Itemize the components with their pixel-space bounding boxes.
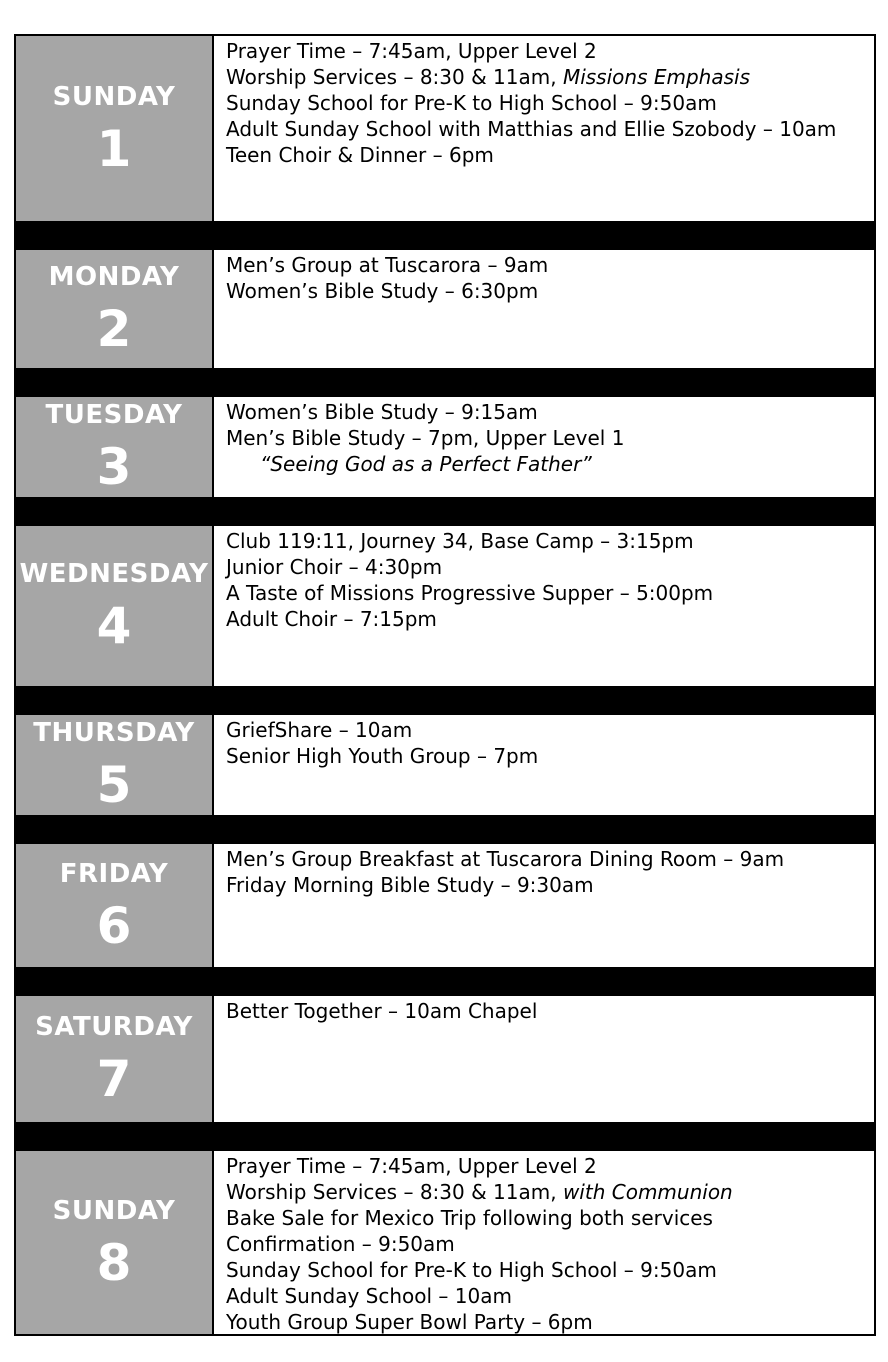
day-row-friday-6: [16, 844, 874, 967]
event-list: [214, 715, 874, 815]
event-line: Worship Services – 8:30 & 11am, with Communion: [226, 1180, 733, 1204]
day-number: 4: [96, 597, 132, 655]
event-list: [214, 1151, 874, 1334]
event-line: Prayer Time – 7:45am, Upper Level 2: [226, 1154, 597, 1178]
event-line: Senior High Youth Group – 7pm: [226, 744, 539, 768]
day-number: 5: [96, 756, 132, 814]
event-list: [214, 996, 874, 1122]
event-line: Sunday School for Pre-K to High School – 9:50am: [226, 1258, 717, 1282]
event-line: Women’s Bible Study – 9:15am: [226, 400, 538, 424]
event-line: Junior Choir – 4:30pm: [226, 555, 443, 579]
day-row-sunday-1: [16, 36, 874, 221]
event-line: Bake Sale for Mexico Trip following both services: [226, 1206, 713, 1230]
row-separator: [16, 686, 874, 715]
day-name: SUNDAY: [52, 1195, 176, 1226]
event-line: Confirmation – 9:50am: [226, 1232, 455, 1256]
day-name: FRIDAY: [59, 858, 169, 889]
event-list: [214, 397, 874, 497]
event-line: Better Together – 10am Chapel: [226, 999, 538, 1023]
day-name: SATURDAY: [35, 1012, 193, 1042]
event-line: Men’s Group at Tuscarora – 9am: [226, 253, 549, 277]
event-line: Men’s Group Breakfast at Tuscarora Dining Room – 9am: [226, 847, 785, 871]
day-label-cell: [16, 1151, 214, 1334]
row-separator: [16, 221, 874, 250]
day-label-cell: [16, 397, 214, 497]
event-line: Youth Group Super Bowl Party – 6pm: [226, 1310, 593, 1334]
row-separator: [16, 368, 874, 397]
day-row-sunday-8: [16, 1151, 874, 1334]
day-row-thursday-5: [16, 715, 874, 815]
event-line: Adult Choir – 7:15pm: [226, 607, 437, 631]
day-name: SUNDAY: [52, 81, 176, 112]
event-line: Women’s Bible Study – 6:30pm: [226, 279, 539, 303]
event-line: Teen Choir & Dinner – 6pm: [226, 143, 494, 167]
row-separator: [16, 967, 874, 996]
row-separator: [16, 1122, 874, 1151]
day-number: 7: [96, 1050, 132, 1108]
event-line: Adult Sunday School – 10am: [226, 1284, 512, 1308]
event-line: Adult Sunday School with Matthias and Ellie Szobody – 10am: [226, 117, 837, 141]
day-label-cell: [16, 526, 214, 686]
event-line: A Taste of Missions Progressive Supper – 5:00pm: [226, 581, 714, 605]
day-number: 2: [96, 300, 132, 358]
weekly-schedule: [14, 34, 876, 1336]
day-number: 3: [96, 438, 132, 496]
day-name: TUESDAY: [45, 400, 183, 430]
event-line-quote: “Seeing God as a Perfect Father”: [260, 452, 592, 476]
row-separator: [16, 815, 874, 844]
day-label-cell: [16, 250, 214, 368]
event-list: [214, 250, 874, 368]
event-line: Sunday School for Pre-K to High School – 9:50am: [226, 91, 717, 115]
day-label-cell: [16, 715, 214, 815]
event-line: Friday Morning Bible Study – 9:30am: [226, 873, 594, 897]
day-name: THURSDAY: [33, 718, 195, 748]
event-list: [214, 526, 874, 686]
event-list: [214, 844, 874, 967]
day-name: MONDAY: [48, 262, 180, 292]
day-name: WEDNESDAY: [19, 559, 209, 589]
day-label-cell: [16, 844, 214, 967]
day-row-saturday-7: [16, 996, 874, 1122]
day-label-cell: [16, 36, 214, 221]
event-line: Prayer Time – 7:45am, Upper Level 2: [226, 39, 597, 63]
row-separator: [16, 497, 874, 526]
day-row-monday-2: [16, 250, 874, 368]
day-label-cell: [16, 996, 214, 1122]
day-row-tuesday-3: [16, 397, 874, 497]
day-number: 1: [96, 119, 132, 178]
day-row-wednesday-4: [16, 526, 874, 686]
event-list: [214, 36, 874, 221]
event-line: GriefShare – 10am: [226, 718, 413, 742]
event-line: Club 119:11, Journey 34, Base Camp – 3:15pm: [226, 529, 694, 553]
event-line: Worship Services – 8:30 & 11am, Missions Emphasis: [226, 65, 750, 89]
event-line: Men’s Bible Study – 7pm, Upper Level 1: [226, 426, 625, 450]
day-number: 6: [96, 896, 132, 955]
day-number: 8: [96, 1233, 132, 1292]
